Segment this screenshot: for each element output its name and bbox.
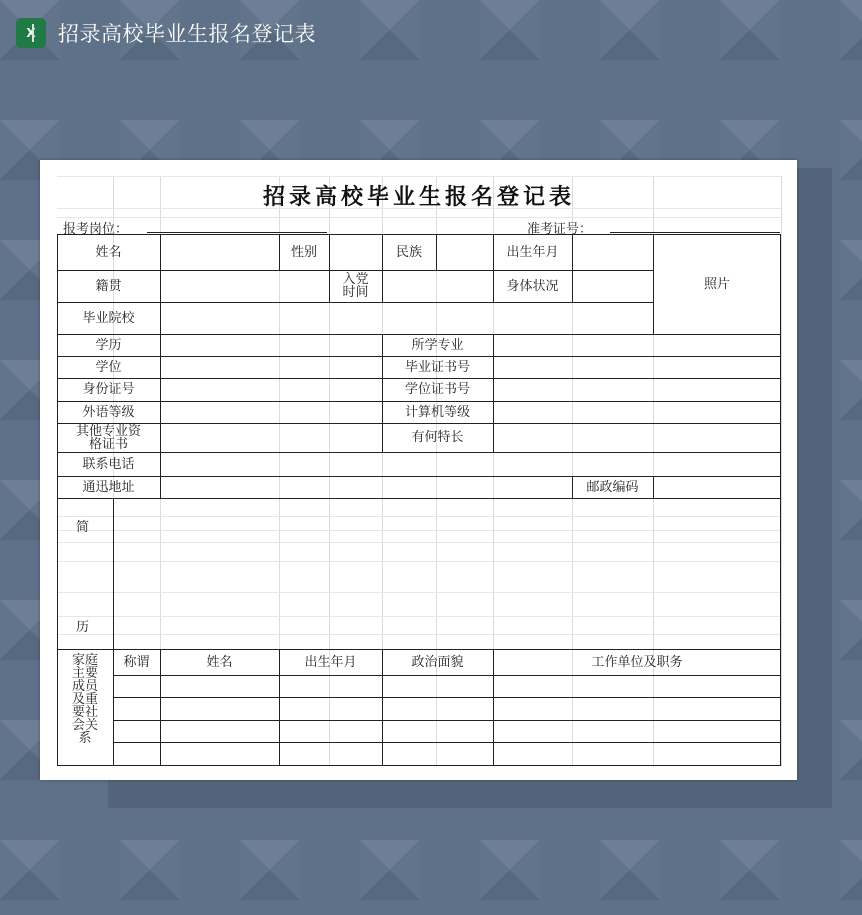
app-title: 招录高校毕业生报名登记表 [58,22,316,46]
id-no-label: 身份证号 [82,382,135,397]
family-line5: 要社 [71,705,98,720]
family-line4: 及重 [71,692,98,707]
grid-col [781,176,782,766]
family-line7: 系 [78,731,92,746]
party-time-label [329,270,382,302]
degree-no-label: 学位证书号 [404,382,470,397]
position-label: 报考岗位： [63,222,129,237]
major-label: 所学专业 [411,337,464,353]
family-line3: 成员 [71,679,98,694]
phone-label: 联系电话 [82,456,135,472]
other-cert-label [57,423,160,452]
work-unit-header: 工作单位及职务 [591,654,683,670]
postcode-label: 邮政编码 [586,479,639,495]
education-label: 学历 [95,337,122,353]
birth-label: 出生年月 [506,244,559,260]
photo-box[interactable]: 照片 [703,276,730,292]
exam-no-label: 准考证号： [527,222,593,237]
other-cert-line1: 其他专业资 [75,423,141,439]
family-name-header: 姓名 [206,654,233,670]
computer-level-label: 计算机等级 [404,404,470,420]
gender-label: 性别 [290,244,317,260]
school-label: 毕业院校 [82,310,135,326]
foreign-lang-label: 外语等级 [82,404,135,420]
family-birth-header: 出生年月 [304,654,357,670]
health-label: 身体状况 [506,278,559,294]
ethnicity-label: 民族 [395,244,422,260]
party-time-line1: 入党 [342,272,369,287]
address-label: 通迅地址 [82,479,135,495]
excel-icon: X [16,18,46,48]
form-title: 招录高校毕业生报名登记表 [262,184,575,210]
resume-label-bottom: 历 [76,620,90,635]
form-sheet [57,176,781,766]
name-label: 姓名 [95,244,122,260]
relation-header: 称谓 [123,654,150,670]
family-line2: 主要 [71,666,98,681]
degree-label: 学位 [95,359,122,375]
native-place-label: 籍贯 [95,278,122,294]
family-line6: 会关 [71,718,98,733]
other-cert-line2: 格证书 [88,436,128,452]
diploma-no-label: 毕业证书号 [404,359,470,375]
specialty-label: 有何特长 [411,430,464,445]
resume-label-top: 简 [76,520,90,535]
app-header [16,15,316,51]
family-line1: 家庭 [71,653,98,668]
party-time-line2: 时间 [342,285,369,300]
political-header: 政治面貌 [411,654,464,670]
family-label [57,654,113,764]
